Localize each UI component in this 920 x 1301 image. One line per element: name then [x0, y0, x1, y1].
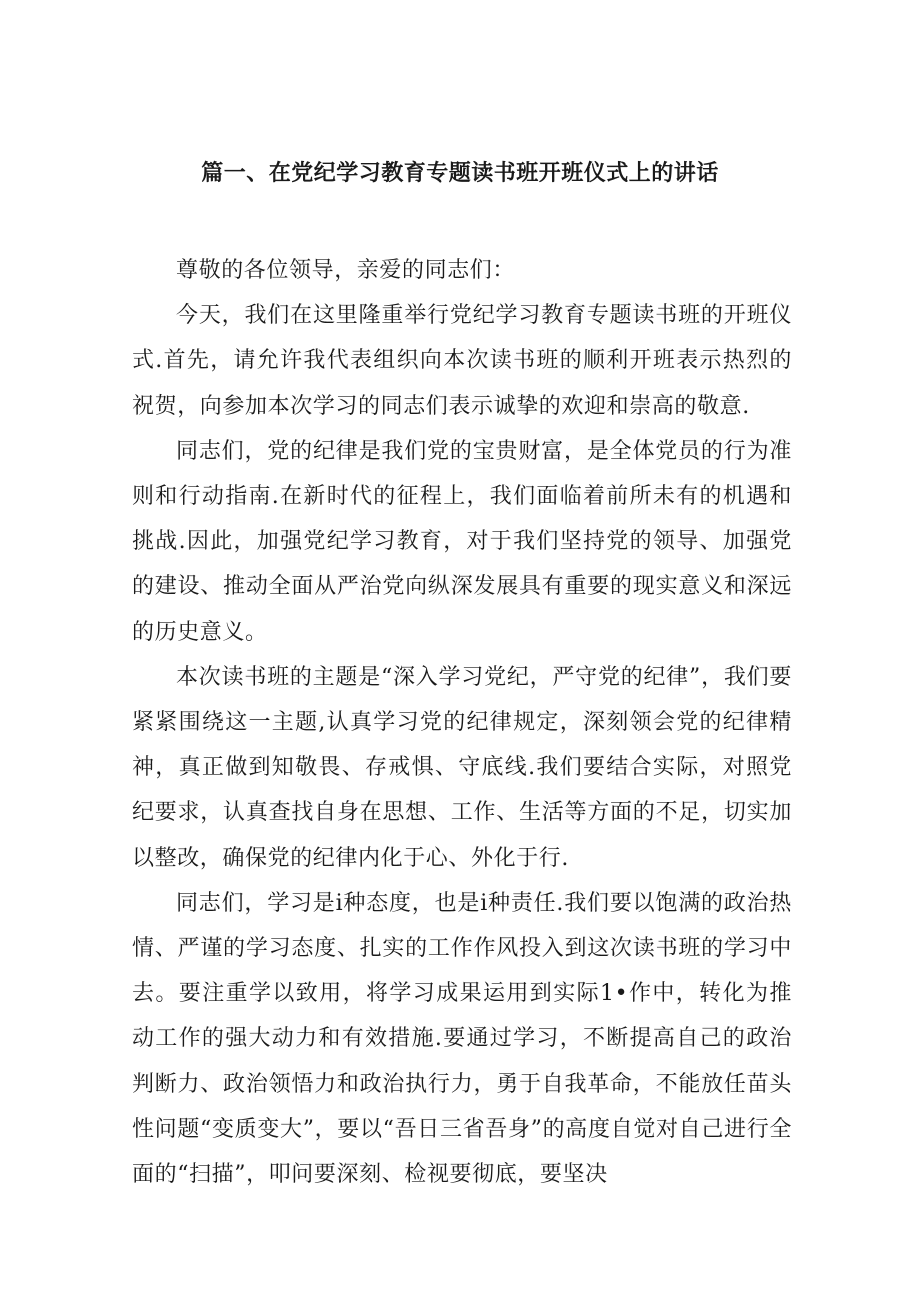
document-body	[132, 248, 792, 1197]
salutation-paragraph: 尊敬的各位领导，亲爱的同志们：	[176, 258, 516, 283]
body-paragraph: 今天，我们在这里隆重举行党纪学习教育专题读书班的开班仪式.首先，请允许我代表组织向本次读书班的顺利开班表示热烈的祝贺，向参加本次学习的同志们表示诚挚的欢迎和崇高的敬意.	[132, 303, 792, 419]
body-paragraph: 本次读书班的主题是“深入学习党纪，严守党的纪律”，我们要紧紧围绕这一主题,认真学习党的纪律规定，深刻领会党的纪律精神，真正做到知敬畏、存戒惧、守底线.我们要结合实际，对照党纪要求，认真查找自身在思想、工作、生活等方面的不足，切实加以整改，确保党的纪律内化于心、外化于行.	[132, 664, 792, 871]
document-title: 篇一、在党纪学习教育专题读书班开班仪式上的讲话	[201, 161, 719, 186]
body-paragraph: 同志们，学习是i种态度，也是i种责任.我们要以饱满的政治热情、严谨的学习态度、扎实的工作作风投入到这次读书班的学习中去。要注重学以致用，将学习成果运用到实际1•作中，转化为推动工作的强大动力和有效措施.要通过学习，不断提高自己的政治判断力、政治领悟力和政治执行力，勇于自我革命，不能放任苗头性问题“变质变大”，要以“吾日三省吾身”的高度自觉对自己进行全面的“扫描”，叩问要深刻、检视要彻底，要坚决	[132, 890, 792, 1188]
body-paragraph: 同志们，党的纪律是我们党的宝贵财富，是全体党员的行为准则和行动指南.在新时代的征程上，我们面临着前所未有的机遇和挑战.因此，加强党纪学习教育，对于我们坚持党的领导、加强党的建设、推动全面从严治党向纵深发展具有重要的现实意义和深远的历史意义。	[132, 438, 792, 645]
